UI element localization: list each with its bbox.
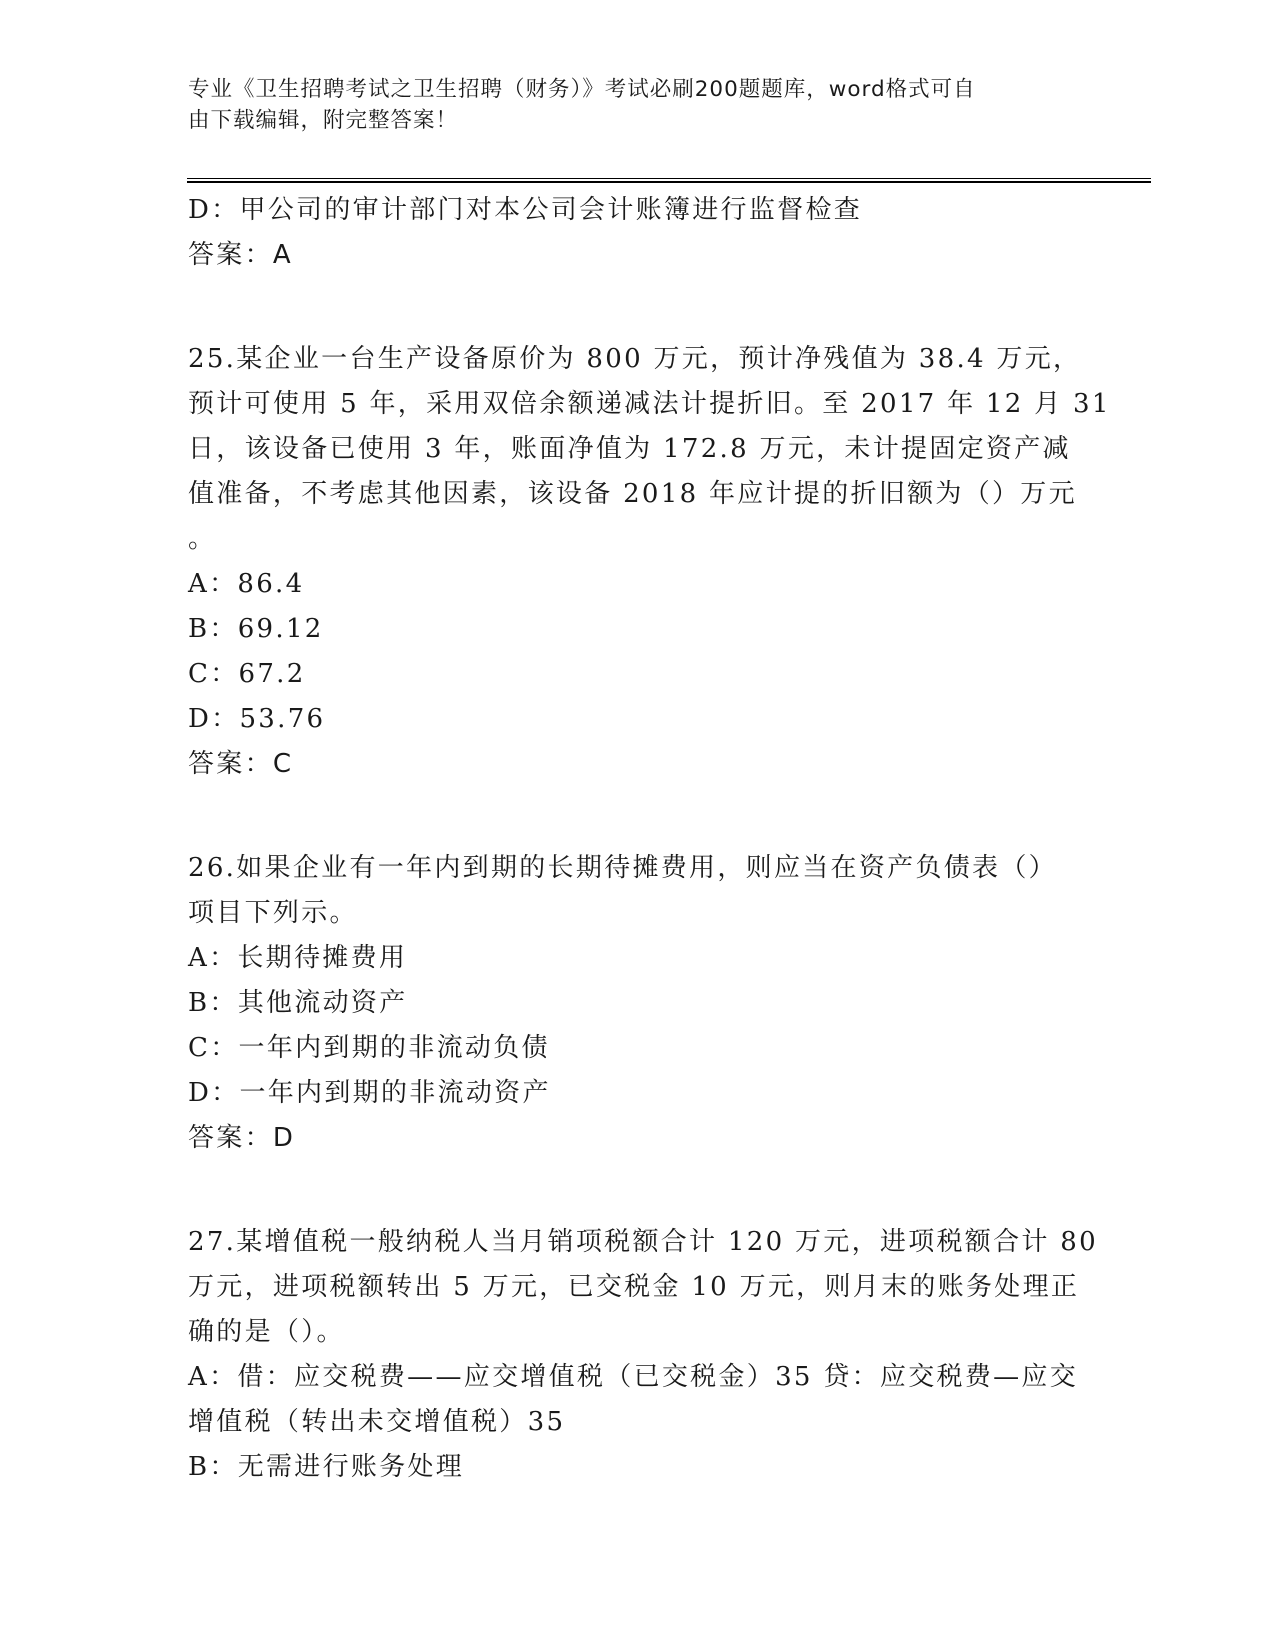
q25-stem-line-1: 25.某企业一台生产设备原价为 800 万元，预计净残值为 38.4 万元， [188, 344, 1082, 374]
header-divider-thin [187, 178, 1151, 179]
header-line-1: 专业《卫生招聘考试之卫生招聘（财务）》考试必刷200题题库，word格式可自 [188, 77, 976, 102]
q25-answer: 答案：C [188, 749, 294, 779]
spacer [188, 787, 1088, 846]
question-content [188, 188, 1111, 1490]
spacer [188, 1161, 1088, 1220]
q27-option-a-line-2: 增值税（转出未交增值税）35 [188, 1407, 566, 1437]
spacer [188, 278, 1088, 337]
q26-option-b: B：其他流动资产 [188, 988, 408, 1018]
q26-option-c: C：一年内到期的非流动负债 [188, 1033, 550, 1063]
prev-answer: 答案：A [188, 240, 293, 270]
q25-option-b: B：69.12 [188, 614, 324, 644]
header-divider-thick [187, 181, 1151, 183]
q25-option-a: A：86.4 [188, 569, 305, 599]
q26-option-a: A：长期待摊费用 [188, 943, 408, 973]
q27-option-b: B：无需进行账务处理 [188, 1452, 465, 1482]
q27-stem-line-3: 确的是（）。 [188, 1317, 345, 1347]
q26-answer: 答案：D [188, 1123, 296, 1153]
q25-stem-line-5: 。 [188, 524, 217, 554]
q25-stem-line-4: 值准备，不考虑其他因素，该设备 2018 年应计提的折旧额为（）万元 [188, 479, 1077, 509]
q25-option-c: C：67.2 [188, 659, 306, 689]
q27-stem-line-2: 万元，进项税额转出 5 万元，已交税金 10 万元，则月末的账务处理正 [188, 1272, 1080, 1302]
q27-stem-line-1: 27.某增值税一般纳税人当月销项税额合计 120 万元，进项税额合计 80 [188, 1227, 1098, 1257]
q25-stem-line-3: 日，该设备已使用 3 年，账面净值为 172.8 万元，未计提固定资产减 [188, 434, 1071, 464]
q26-stem-line-1: 26.如果企业有一年内到期的长期待摊费用，则应当在资产负债表（） [188, 853, 1057, 883]
q26-option-d: D：一年内到期的非流动资产 [188, 1078, 551, 1108]
prev-option-d: D：甲公司的审计部门对本公司会计账簿进行监督检查 [188, 195, 863, 225]
header-line-2: 由下载编辑，附完整答案！ [188, 108, 459, 133]
q26-stem-line-2: 项目下列示。 [188, 898, 358, 928]
q25-stem-line-2: 预计可使用 5 年，采用双倍余额递减法计提折旧。至 2017 年 12 月 31 [188, 389, 1111, 419]
q25-option-d: D：53.76 [188, 704, 326, 734]
q27-option-a-line-1: A：借：应交税费——应交增值税（已交税金）35 贷：应交税费—应交 [188, 1362, 1079, 1392]
document-header [188, 74, 1068, 136]
